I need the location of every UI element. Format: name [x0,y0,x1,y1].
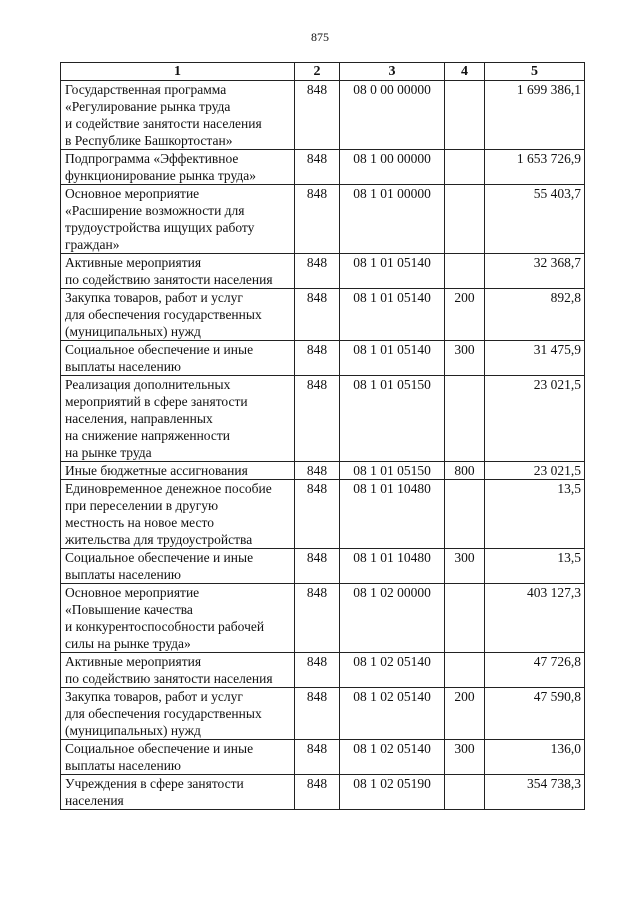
code-cell: 08 1 01 05140 [340,254,445,289]
code-cell: 08 1 01 05140 [340,341,445,376]
vr-cell [445,150,485,185]
table-row [61,775,585,810]
table-row [61,341,585,376]
table-row [61,289,585,341]
name-cell: Закупка товаров, работ и услуг для обеспечения государственных (муниципальных) нужд [61,688,295,740]
code-cell: 08 1 01 05140 [340,289,445,341]
code-cell: 08 1 02 05190 [340,775,445,810]
sum-cell: 892,8 [485,289,585,341]
name-cell: Активные мероприятия по содействию занятости населения [61,254,295,289]
ved-cell: 848 [295,81,340,150]
sum-cell: 23 021,5 [485,376,585,462]
ved-cell: 848 [295,549,340,584]
ved-cell: 848 [295,341,340,376]
sum-cell: 136,0 [485,740,585,775]
sum-cell: 13,5 [485,549,585,584]
ved-cell: 848 [295,740,340,775]
code-cell: 08 1 00 00000 [340,150,445,185]
sum-cell: 23 021,5 [485,462,585,480]
sum-cell: 55 403,7 [485,185,585,254]
name-cell: Подпрограмма «Эффективное функционирование рынка труда» [61,150,295,185]
header-col-1: 1 [61,63,295,81]
table-row [61,150,585,185]
vr-cell [445,376,485,462]
code-cell: 08 1 02 05140 [340,688,445,740]
name-cell: Реализация дополнительных мероприятий в сфере занятости населения, направленных на снижение напряженности на рынке труда [61,376,295,462]
sum-cell: 1 699 386,1 [485,81,585,150]
ved-cell: 848 [295,653,340,688]
code-cell: 08 1 01 10480 [340,480,445,549]
sum-cell: 403 127,3 [485,584,585,653]
table-row [61,376,585,462]
sum-cell: 32 368,7 [485,254,585,289]
name-cell: Иные бюджетные ассигнования [61,462,295,480]
table-body [61,81,585,810]
code-cell: 08 1 02 05140 [340,653,445,688]
code-cell: 08 1 01 05150 [340,462,445,480]
ved-cell: 848 [295,150,340,185]
table-row [61,480,585,549]
sum-cell: 31 475,9 [485,341,585,376]
ved-cell: 848 [295,775,340,810]
table-row [61,185,585,254]
sum-cell: 47 726,8 [485,653,585,688]
code-cell: 08 0 00 00000 [340,81,445,150]
name-cell: Государственная программа «Регулирование рынка труда и содействие занятости населения в Республике Башкортостан» [61,81,295,150]
name-cell: Социальное обеспечение и иные выплаты населению [61,549,295,584]
ved-cell: 848 [295,376,340,462]
vr-cell [445,653,485,688]
header-col-5: 5 [485,63,585,81]
vr-cell: 300 [445,549,485,584]
ved-cell: 848 [295,254,340,289]
name-cell: Социальное обеспечение и иные выплаты населению [61,341,295,376]
name-cell: Учреждения в сфере занятости населения [61,775,295,810]
code-cell: 08 1 01 00000 [340,185,445,254]
vr-cell [445,185,485,254]
vr-cell [445,584,485,653]
name-cell: Социальное обеспечение и иные выплаты населению [61,740,295,775]
table-row [61,740,585,775]
name-cell: Закупка товаров, работ и услуг для обеспечения государственных (муниципальных) нужд [61,289,295,341]
header-row [61,63,585,81]
ved-cell: 848 [295,462,340,480]
vr-cell: 200 [445,688,485,740]
header-col-4: 4 [445,63,485,81]
table-row [61,653,585,688]
table-row [61,549,585,584]
vr-cell: 300 [445,341,485,376]
vr-cell [445,254,485,289]
name-cell: Основное мероприятие «Расширение возможности для трудоустройства ищущих работу граждан» [61,185,295,254]
ved-cell: 848 [295,688,340,740]
header-col-2: 2 [295,63,340,81]
table-row [61,462,585,480]
ved-cell: 848 [295,584,340,653]
sum-cell: 13,5 [485,480,585,549]
vr-cell: 200 [445,289,485,341]
table-row [61,81,585,150]
page-number: 875 [311,30,329,44]
vr-cell [445,81,485,150]
table-row [61,254,585,289]
sum-cell: 1 653 726,9 [485,150,585,185]
code-cell: 08 1 01 05150 [340,376,445,462]
table-row [61,584,585,653]
ved-cell: 848 [295,185,340,254]
vr-cell: 800 [445,462,485,480]
header-col-3: 3 [340,63,445,81]
vr-cell [445,480,485,549]
sum-cell: 47 590,8 [485,688,585,740]
budget-table [60,62,585,810]
code-cell: 08 1 01 10480 [340,549,445,584]
name-cell: Единовременное денежное пособие при переселении в другую местность на новое место жительства для трудоустройства [61,480,295,549]
ved-cell: 848 [295,480,340,549]
table-row [61,688,585,740]
name-cell: Активные мероприятия по содействию занятости населения [61,653,295,688]
sum-cell: 354 738,3 [485,775,585,810]
code-cell: 08 1 02 00000 [340,584,445,653]
code-cell: 08 1 02 05140 [340,740,445,775]
name-cell: Основное мероприятие «Повышение качества и конкурентоспособности рабочей силы на рынке труда» [61,584,295,653]
ved-cell: 848 [295,289,340,341]
vr-cell: 300 [445,740,485,775]
vr-cell [445,775,485,810]
